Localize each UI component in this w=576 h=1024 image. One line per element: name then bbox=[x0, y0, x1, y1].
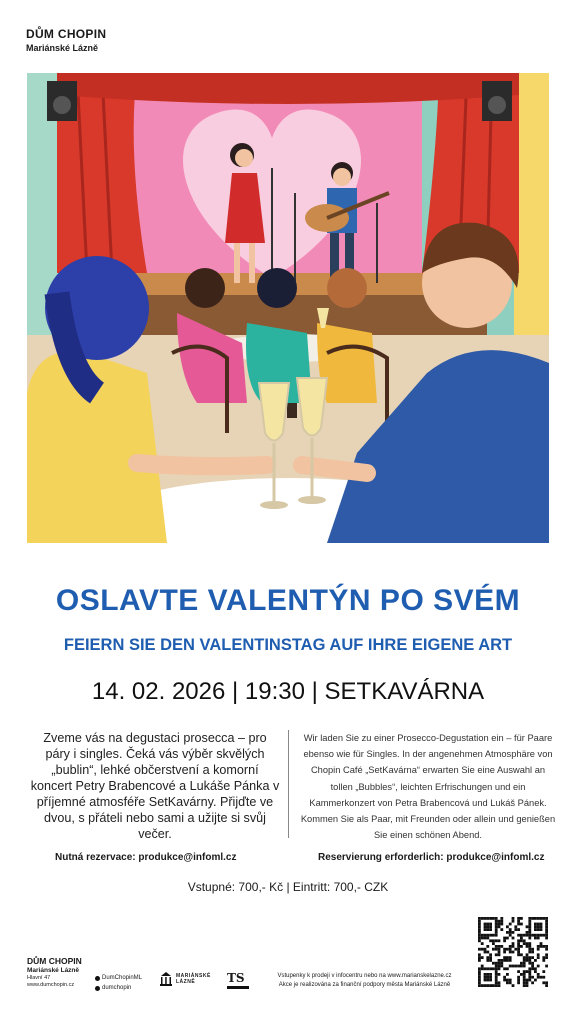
facebook-handle: DumChopinML bbox=[102, 975, 143, 981]
footer-website[interactable]: www.dumchopin.cz bbox=[27, 982, 75, 988]
footer-address: Hlavní 47 bbox=[27, 975, 51, 981]
colonnade-icon bbox=[160, 972, 172, 986]
footer-brand: DŮM CHOPIN bbox=[27, 956, 82, 966]
description-cz: Zveme vás na degustaci prosecca – pro páry i singles. Čeká vás výběr skvělých „bublin“, lehké občerstvení a komorní koncert Petry Brabencové a Lukáše Pánka v příjemné atmosféře SetKavárny. Přijďte ve dvou, s přáteli nebo sami a užijte si svůj večer. bbox=[30, 731, 280, 841]
footer-city: Mariánské Lázně bbox=[27, 967, 80, 974]
ticket-info-line2: Akce je realizována za finanční podpory města Mariánské Lázně bbox=[278, 982, 451, 988]
ticket-info-line1: Vstupenky k prodeji v infocentru nebo na www.marianskelazne.cz bbox=[277, 973, 452, 979]
header-logo bbox=[26, 27, 106, 53]
reservation-cz: Nutná rezervace: produkce@infoml.cz bbox=[55, 852, 237, 863]
event-subtitle-de: FEIERN SIE DEN VALENTINSTAG AUF IHRE EIGENE ART bbox=[63, 636, 513, 654]
event-illustration bbox=[27, 73, 549, 543]
logo-city: Mariánské Lázně bbox=[26, 43, 99, 53]
ts-logo bbox=[227, 971, 249, 989]
instagram-handle: dumchopin bbox=[102, 985, 132, 991]
footer-logo bbox=[27, 956, 82, 988]
ml-logo-line2: LÁZNĚ bbox=[176, 979, 196, 985]
facebook-link[interactable] bbox=[95, 973, 142, 983]
qr-code[interactable] bbox=[478, 917, 548, 987]
facebook-icon bbox=[95, 976, 100, 981]
column-divider bbox=[288, 730, 289, 838]
reservation-de: Reservierung erforderlich: produkce@infoml.cz bbox=[318, 852, 545, 863]
marianske-lazne-logo bbox=[160, 972, 211, 986]
ts-logo-text: TS bbox=[227, 971, 245, 985]
instagram-link[interactable] bbox=[95, 983, 142, 993]
qr-code-icon bbox=[478, 917, 548, 987]
ml-logo-line1: MARIÁNSKÉ bbox=[176, 973, 211, 979]
instagram-icon bbox=[95, 986, 100, 991]
admission-price: Vstupné: 700,- Kč | Eintritt: 700,- CZK bbox=[187, 880, 389, 894]
ts-logo-bar bbox=[227, 986, 249, 989]
social-links bbox=[95, 973, 142, 993]
logo-brand: DŮM CHOPIN bbox=[26, 27, 107, 41]
event-date-time-venue: 14. 02. 2026 | 19:30 | SETKAVÁRNA bbox=[91, 678, 485, 705]
event-title: OSLAVTE VALENTÝN PO SVÉM bbox=[55, 584, 521, 617]
ticket-info bbox=[262, 972, 467, 990]
description-de: Wir laden Sie zu einer Prosecco-Degustation ein – für Paare ebenso wie für Singles. In der angenehmen Atmosphäre von Chopin Café „SetKavárna“ erwarten Sie eine Auswahl an tollen „Bubbles“, leichten Erfrischungen und ein Kammerkonzert von Petra Brabencová und Lukáš Pánek. Kommen Sie als Paar, mit Freunden oder allein und genießen Sie einen schönen Abend. bbox=[300, 733, 556, 841]
